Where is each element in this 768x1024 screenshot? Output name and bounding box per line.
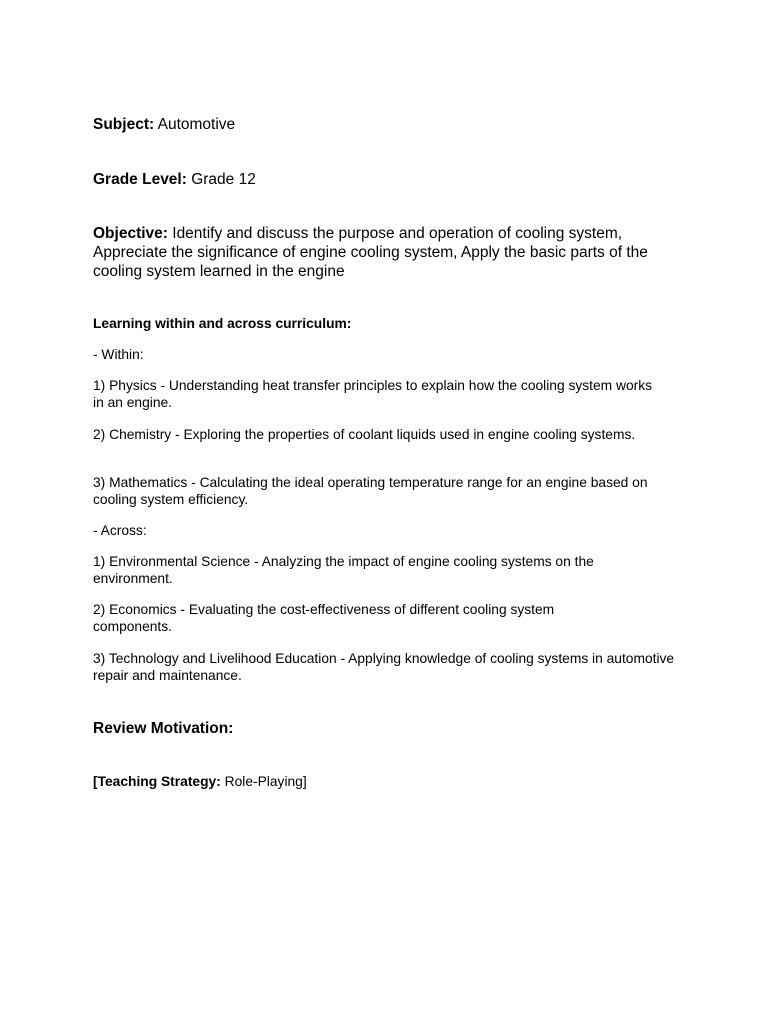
- across-item-economics: 2) Economics - Evaluating the cost-effectiveness of different cooling system components.: [93, 602, 555, 634]
- within-item-mathematics: 3) Mathematics - Calculating the ideal operating temperature range for an engine based on cooling system efficiency.: [93, 475, 648, 507]
- within-label: - Within:: [93, 347, 144, 362]
- review-motivation-heading: Review Motivation:: [93, 720, 234, 737]
- teaching-strategy-value: Role-Playing]: [220, 774, 307, 789]
- teaching-strategy-line: [93, 773, 683, 790]
- learning-heading: Learning within and across curriculum:: [93, 316, 352, 331]
- objective-label: Objective:: [93, 225, 168, 242]
- across-label: - Across:: [93, 523, 147, 538]
- teaching-strategy-label: Teaching Strategy:: [97, 774, 221, 789]
- grade-level-line: [93, 170, 683, 189]
- objective-text: Identify and discuss the purpose and operation of cooling system, Appreciate the significance of engine cooling system, Apply the basic parts of the cooling system learned in the engine: [93, 225, 648, 280]
- grade-level-value: Grade 12: [186, 171, 256, 188]
- within-item-physics: 1) Physics - Understanding heat transfer principles to explain how the cooling system works in an engine.: [93, 378, 653, 410]
- subject-line: [93, 115, 683, 134]
- objective-paragraph: [93, 224, 675, 281]
- strategy-open-bracket: [: [93, 774, 98, 789]
- across-item-environmental-science: 1) Environmental Science - Analyzing the impact of engine cooling systems on the environment.: [93, 554, 594, 586]
- grade-level-label: Grade Level:: [93, 171, 187, 188]
- within-item-chemistry: 2) Chemistry - Exploring the properties of coolant liquids used in engine cooling systems.: [93, 427, 636, 442]
- subject-value: Automotive: [154, 116, 236, 133]
- subject-label: Subject:: [93, 116, 155, 133]
- across-item-tle: 3) Technology and Livelihood Education - Applying knowledge of cooling systems in automotive repair and maintenance.: [93, 651, 675, 683]
